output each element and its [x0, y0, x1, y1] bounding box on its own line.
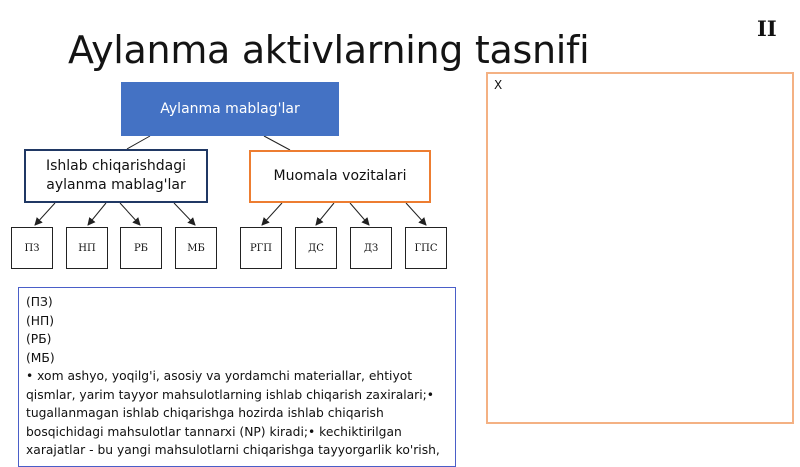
text-line: (МБ) — [26, 350, 55, 365]
text-line: (РБ) — [26, 332, 52, 346]
leaf-rgp: РГП — [240, 227, 282, 269]
arrow-to-dz — [350, 203, 369, 225]
connector-root-right — [264, 136, 290, 150]
text-line: (ПЗ) — [26, 295, 53, 309]
arrow-to-gps — [406, 203, 426, 225]
leaf-gps: ГПС — [405, 227, 447, 269]
root-node: Aylanma mablag'lar — [121, 82, 339, 136]
node-circulation-funds: Muomala vozitalari — [249, 150, 431, 203]
slide-number: II — [757, 16, 777, 41]
node-production-working-capital — [24, 149, 208, 203]
node-label-line1: Ishlab chiqarishdagi — [45, 158, 187, 175]
text-line: (НП) — [26, 313, 55, 328]
text-paragraph: • xom ashyo, yoqilg'i, asosiy va yordamchi materiallar, ehtiyot qismlar, yarim tayyor mahsulotlarning ishlab chiqarish zaxiralari;• tugallanmagan ishlab chiqarishga hozirda ishlab chiqarish bosqichidagi mahsulotlar tannarxi (NP) kiradi;• kechiktirilgan xarajatlar - bu yangi mahsulotlarni chiqarishga tayyorgarlik ko'rish, — [26, 369, 440, 457]
slide-title: Aylanma aktivlarning tasnifi — [68, 28, 590, 72]
leaf-np: НП — [66, 227, 108, 269]
arrow-to-np — [88, 203, 106, 225]
arrow-to-pz — [35, 203, 55, 225]
connector-root-left — [127, 136, 150, 149]
arrow-to-rb — [120, 203, 140, 225]
arrow-to-ds — [316, 203, 334, 225]
leaf-rb: РБ — [120, 227, 162, 269]
arrow-to-rgp — [262, 203, 282, 225]
node-label-line2: aylanma mablag'lar — [46, 177, 186, 193]
leaf-dz: ДЗ — [350, 227, 392, 269]
leaf-ds: ДС — [295, 227, 337, 269]
leaf-mb: МБ — [175, 227, 217, 269]
leaf-pz: ПЗ — [11, 227, 53, 269]
right-panel-label: X — [494, 78, 503, 92]
arrow-to-mb — [174, 203, 195, 225]
explanation-textbox[interactable] — [18, 287, 456, 467]
right-panel[interactable] — [486, 72, 794, 424]
